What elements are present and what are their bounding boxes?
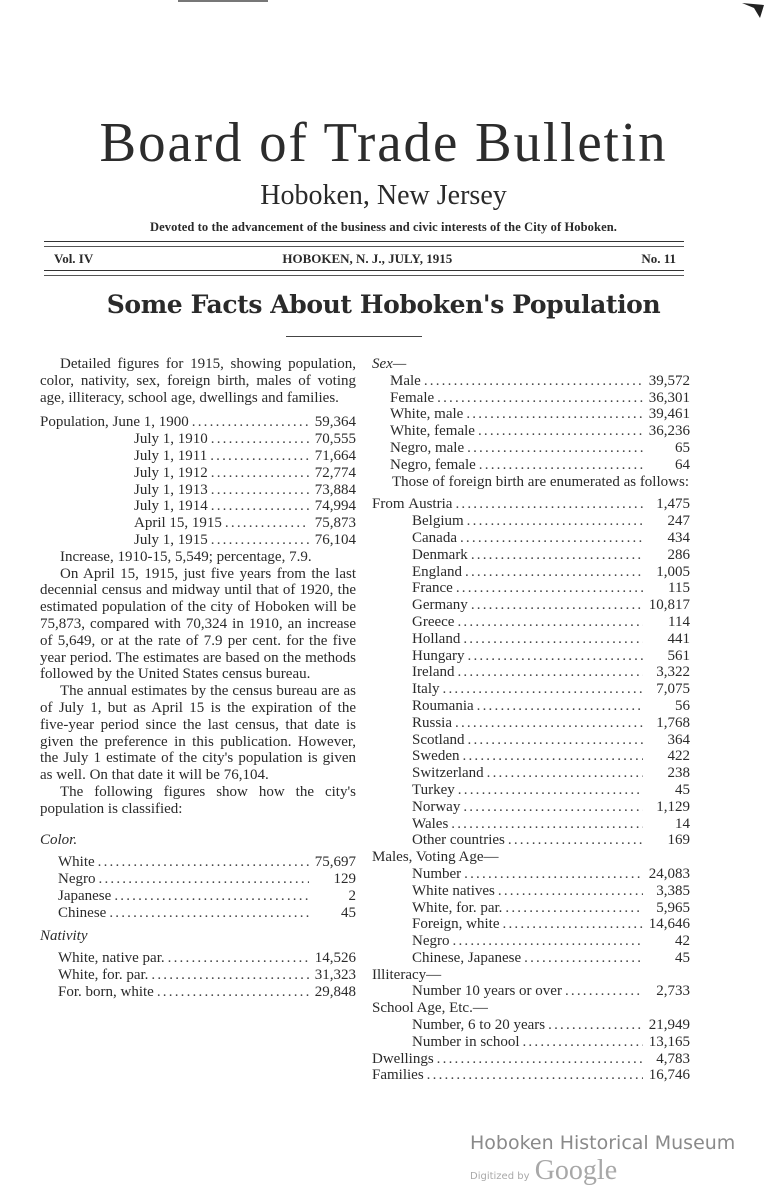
body-paragraph-2: The annual estimates by the census bureau are as of July 1, but as April 15 is the expiration of the five-year period since the last census, that date is given the preference in this publication. However, the July 1 estimate of the city's population is given as well. On that date it will be 76,104. (40, 683, 356, 784)
foreign-birth-row: Other countries ..... 169 (372, 832, 690, 849)
google-logo: Google (534, 1155, 618, 1186)
voting-age-row: Number ..... 24,083 (412, 866, 690, 883)
foreign-birth-table (372, 496, 690, 849)
nativity-heading: Nativity (40, 927, 88, 944)
illiteracy-table (372, 983, 690, 1000)
foreign-birth-row: Wales ..... 14 (372, 816, 690, 833)
right-column (372, 356, 690, 1084)
foreign-birth-row: Switzerland ..... 238 (372, 765, 690, 782)
foreign-birth-row: Germany ..... 10,817 (372, 597, 690, 614)
school-age-table (372, 1017, 690, 1051)
population-row: July 1, 1913 ..... 73,884 (40, 482, 356, 499)
population-row: April 15, 1915 ..... 75,873 (40, 515, 356, 532)
foreign-birth-row: From Austria ..... 1,475 (372, 496, 690, 513)
foreign-birth-row: Norway ..... 1,129 (372, 799, 690, 816)
color-row: Japanese ..... 2 (58, 888, 356, 905)
foreign-birth-row: France ..... 115 (372, 580, 690, 597)
color-row: White ..... 75,697 (58, 854, 356, 871)
publication-title: Board of Trade Bulletin (99, 112, 668, 174)
masthead-rule-bottom (44, 270, 684, 276)
illiteracy-heading: Illiteracy— (372, 966, 442, 983)
voting-age-row: White natives ..... 3,385 (412, 883, 690, 900)
body-paragraph-3: The following figures show how the city's population is classified: (40, 783, 356, 817)
volume-label: Vol. IV (54, 251, 94, 266)
school-age-heading: School Age, Etc.— (372, 1000, 488, 1017)
voting-age-row: Chinese, Japanese ..... 45 (412, 950, 690, 967)
foreign-birth-intro: Those of foreign birth are enumerated as follows: (392, 473, 689, 490)
voting-age-row: Foreign, white ..... 14,646 (412, 916, 690, 933)
population-row: July 1, 1914 ..... 74,994 (40, 498, 356, 515)
voting-age-table (372, 866, 690, 967)
issue-line (54, 251, 676, 267)
museum-watermark: Hoboken Historical Museum (470, 1132, 736, 1154)
foreign-birth-row: Canada ..... 434 (372, 530, 690, 547)
sex-heading: Sex— (372, 356, 407, 372)
publication-tagline: Devoted to the advancement of the business and civic interests of the City of Hoboken. (149, 220, 618, 234)
foreign-birth-row: Turkey ..... 45 (372, 782, 690, 799)
digitized-by-label: Digitized by (470, 1171, 530, 1182)
population-row: July 1, 1915 ..... 76,104 (40, 532, 356, 549)
sex-row: Female ..... 36,301 (390, 390, 690, 407)
population-table (40, 414, 356, 548)
dateline: HOBOKEN, N. J., JULY, 1915 (282, 251, 453, 266)
voting-age-row: Negro ..... 42 (412, 933, 690, 950)
left-column (40, 356, 356, 1001)
foreign-birth-row: Sweden ..... 422 (372, 748, 690, 765)
sex-row: Negro, female ..... 64 (390, 457, 690, 474)
illiteracy-row: Number 10 years or over ..... 2,733 (412, 983, 690, 1000)
from-label: From (372, 496, 405, 513)
foreign-birth-row: Scotland ..... 364 (372, 732, 690, 749)
foreign-birth-row: Greece ..... 114 (372, 614, 690, 631)
publication-subtitle: Hoboken, New Jersey (260, 180, 507, 211)
nativity-row: White, native par. ..... 14,526 (58, 950, 356, 967)
population-row: July 1, 1912 ..... 72,774 (40, 465, 356, 482)
foreign-birth-row: Ireland ..... 3,322 (372, 664, 690, 681)
population-row: July 1, 1910 ..... 70,555 (40, 431, 356, 448)
foreign-birth-row: England ..... 1,005 (372, 564, 690, 581)
school-age-row: Number, 6 to 20 years ..... 21,949 (412, 1017, 690, 1034)
color-table (40, 854, 356, 921)
issue-number: No. 11 (641, 251, 676, 266)
population-label: Population, (40, 414, 109, 431)
foreign-birth-row: Italy ..... 7,075 (372, 681, 690, 698)
digitized-watermark (470, 1155, 617, 1187)
sex-table (372, 373, 690, 474)
color-row: Chinese ..... 45 (58, 905, 356, 922)
intro-paragraph: Detailed figures for 1915, showing population, color, nativity, sex, foreign birth, males of voting age, illiteracy, school age, dwellings and families. (40, 356, 356, 406)
article-headline: Some Facts About Hoboken's Population (106, 290, 661, 319)
families-row: Families ..... 16,746 (372, 1067, 690, 1084)
sex-row: White, male ..... 39,461 (390, 406, 690, 423)
school-age-row: Number in school ..... 13,165 (412, 1034, 690, 1051)
sex-row: Male ..... 39,572 (390, 373, 690, 390)
voting-age-heading: Males, Voting Age— (372, 849, 499, 866)
scan-artifact (178, 0, 268, 2)
foreign-birth-row: Roumania ..... 56 (372, 698, 690, 715)
nativity-row: White, for. par. ..... 31,323 (58, 967, 356, 984)
dwellings-row: Dwellings ..... 4,783 (372, 1051, 690, 1068)
page-corner-mark-icon (742, 2, 764, 18)
foreign-birth-row: Denmark ..... 286 (372, 547, 690, 564)
sex-row: White, female ..... 36,236 (390, 423, 690, 440)
population-row: Population, June 1, 1900 ..... 59,364 (40, 414, 356, 431)
foreign-birth-row: Russia ..... 1,768 (372, 715, 690, 732)
foreign-birth-row: Belgium ..... 247 (372, 513, 690, 530)
color-row: Negro ..... 129 (58, 871, 356, 888)
color-heading: Color. (40, 831, 78, 848)
increase-line: Increase, 1910-15, 5,549; percentage, 7.9. (60, 548, 312, 565)
headline-rule (286, 336, 422, 337)
body-paragraph-1: On April 15, 1915, just five years from the last decennial census and midway until that of 1920, the estimated population of the city of Hoboken will be 75,873, compared with 70,324 in 1910, an increase of 5,649, or at the rate of 7.9 per cent. for the five year period. The estimates are based on the methods followed by the United States census bureau. (40, 565, 356, 683)
population-row: July 1, 1911 ..... 71,664 (40, 448, 356, 465)
masthead-rule-top (44, 241, 684, 247)
foreign-birth-row: Hungary ..... 561 (372, 648, 690, 665)
sex-row: Negro, male ..... 65 (390, 440, 690, 457)
masthead (0, 110, 767, 235)
nativity-table (40, 950, 356, 1000)
voting-age-row: White, for. par. ..... 5,965 (412, 900, 690, 917)
foreign-birth-row: Holland ..... 441 (372, 631, 690, 648)
nativity-row: For. born, white ..... 29,848 (58, 984, 356, 1001)
